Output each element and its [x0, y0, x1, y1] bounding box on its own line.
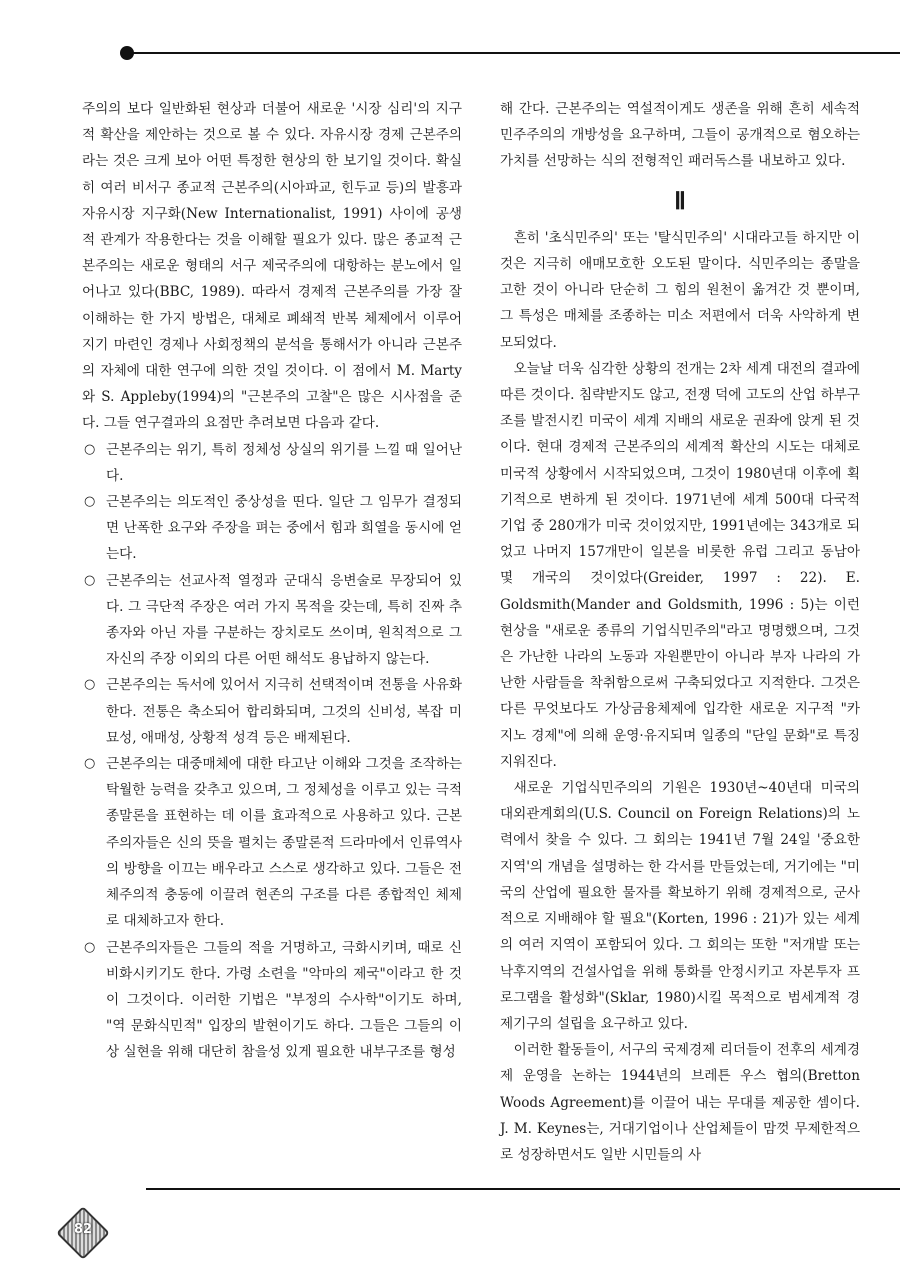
- header-rule: [128, 52, 900, 54]
- left-column: [82, 96, 462, 1066]
- section-heading: Ⅱ: [674, 188, 686, 215]
- intro-paragraph: 주의의 보다 일반화된 현상과 더불어 새로운 '시장 심리'의 지구적 확산을 제안하는 것으로 볼 수 있다. 자유시장 경제 근본주의라는 것은 크게 보아 어떤 특정한 현상의 한 보기일 것이다. 확실히 여러 비서구 종교적 근본주의(시아파교, 힌두교 등)의 발흥과 자유시장 지구화(New Internationalist, 1991) 사이에 공생적 관계가 작용한다는 것을 이해할 필요가 있다. 많은 종교적 근본주의는 새로운 형태의 서구 제국주의에 대항하는 분노에서 일어나고 있다(BBC, 1989). 따라서 경제적 근본주의를 가장 잘 이해하는 한 가지 방법은, 대체로 폐쇄적 반복 체제에서 이루어지기 마련인 경제나 사회정책의 분석을 통해서가 아니라 근본주의 자체에 대한 연구에 의한 것일 것이다. 이 점에서 M. Marty와 S. Appleby(1994)의 "근본주의 고찰"은 많은 시사점을 준다. 그들 연구결과의 요점만 추려보면 다음과 같다.: [82, 101, 462, 432]
- body-paragraph: 이러한 활동들이, 서구의 국제경제 리더들이 전후의 세계경제 운영을 논하는 1944년의 브레튼 우스 협의(Bretton Woods Agreement)를 이끌어 내는 무대를 제공한 셈이다. J. M. Keynes는, 거대기업이나 산업체들이 맘껏 무제한적으로 성장하면서도 일반 시민들의 사: [500, 1042, 860, 1163]
- list-item: ○ 근본주의는 위기, 특히 정체성 상실의 위기를 느낄 때 일어난다.: [82, 437, 462, 489]
- list-item: ○ 근본주의는 선교사적 열정과 군대식 응변술로 무장되어 있다. 그 극단적 주장은 여러 가지 목적을 갖는데, 특히 진짜 추종자와 아닌 자를 구분하는 장치로도 쓰이며, 원칙적으로 그 자신의 주장 이외의 다른 어떤 해석도 용납하지 않는다.: [82, 568, 462, 673]
- page-number: 82: [73, 1222, 93, 1237]
- list-item: ○ 근본주의자들은 그들의 적을 거명하고, 극화시키며, 때로 신비화시키기도 한다. 가령 소련을 "악마의 제국"이라고 한 것이 그것이다. 이러한 기법은 "부정의 수사학"이기도 하며, "역 문화식민적" 입장의 발현이기도 하다. 그들은 그들의 이상 실현을 위해 대단히 참을성 있게 필요한 내부구조를 형성: [82, 935, 462, 1066]
- footer-rule: [146, 1188, 900, 1190]
- right-column: [500, 96, 860, 1168]
- body-paragraph: 흔히 '초식민주의' 또는 '탈식민주의' 시대라고들 하지만 이것은 지극히 애매모호한 오도된 말이다. 식민주의는 종말을 고한 것이 아니라 단순히 그 힘의 원천이 옮겨간 것 뿐이며, 그 특성은 매체를 조종하는 미소 저편에서 더욱 사악하게 변모되었다.: [500, 229, 860, 351]
- fundamentalism-traits-list: [82, 437, 462, 1066]
- continuation-paragraph: 해 간다. 근본주의는 역설적이게도 생존을 위해 흔히 세속적 민주주의의 개방성을 요구하며, 그들이 공개적으로 혐오하는 가치를 선망하는 식의 전형적인 패러독스를 내보하고 있다.: [500, 101, 860, 170]
- list-item: ○ 근본주의는 독서에 있어서 지극히 선택적이며 전통을 사유화한다. 전통은 축소되어 합리화되며, 그것의 신비성, 복잡 미묘성, 애매성, 상황적 성격 등은 배제된다.: [82, 672, 462, 751]
- list-item: ○ 근본주의는 의도적인 중상성을 띤다. 일단 그 임무가 결정되면 난폭한 요구와 주장을 펴는 중에서 힘과 희열을 동시에 얻는다.: [82, 489, 462, 568]
- body-paragraph: 새로운 기업식민주의의 기원은 1930년~40년대 미국의 대외관계회의(U.S. Council on Foreign Relations)의 노력에서 찾을 수 있다. 그 회의는 1941년 7월 24일 '중요한 지역'의 개념을 설명하는 한 각서를 만들었는데, 거기에는 "미국의 산업에 필요한 물자를 확보하기 위해 경제적으로, 군사적으로 지배해야 할 필요"(Korten, 1996 : 21)가 있는 세계의 여러 지역이 포함되어 있다. 그 회의는 또한 "저개발 또는 낙후지역의 건설사업을 위해 통화를 안정시키고 자본투자 프로그램을 활성화"(Sklar, 1980)시킬 목적으로 범세계적 경제기구의 설립을 요구하고 있다.: [500, 780, 860, 1032]
- list-item: ○ 근본주의는 대중매체에 대한 타고난 이해와 그것을 조작하는 탁월한 능력을 갖추고 있으며, 그 정체성을 이루고 있는 극적 종말론을 표현하는 데 이를 효과적으로 사용하고 있다. 근본주의자들은 신의 뜻을 펼치는 종말론적 드라마에서 인류역사의 방향을 이끄는 배우라고 스스로 생각하고 있다. 그들은 전체주의적 충동에 이끌려 현존의 구조를 다른 종합적인 체제로 대체하고자 한다.: [82, 751, 462, 934]
- body-paragraph: 오늘날 더욱 심각한 상황의 전개는 2차 세계 대전의 결과에 따른 것이다. 침략받지도 않고, 전쟁 덕에 고도의 산업 하부구조를 발전시킨 미국이 세계 지배의 새로운 권좌에 앉게 된 것이다. 현대 경제적 근본주의의 세계적 확산의 시도는 대체로 미국적 상황에서 시작되었으며, 그것이 1980년대 이후에 획기적으로 변하게 된 것이다. 1971년에 세계 500대 다국적 기업 중 280개가 미국 것이었지만, 1991년에는 343개로 되었고 나머지 157개만이 일본을 비롯한 유럽 그리고 동남아 몇 개국의 것이었다(Greider, 1997 : 22). E. Goldsmith(Mander and Goldsmith, 1996 : 5)는 이런 현상을 "새로운 종류의 기업식민주의"라고 명명했으며, 그것은 가난한 나라의 노동과 자원뿐만이 아니라 부자 나라의 가난한 사람들을 착취함으로써 구축되었다고 지적한다. 그것은 다른 무엇보다도 가상금융체제에 입각한 새로운 지구적 "카지노 경제"에 의해 운영·유지되며 일종의 "단일 문화"로 특징지워진다.: [500, 360, 860, 770]
